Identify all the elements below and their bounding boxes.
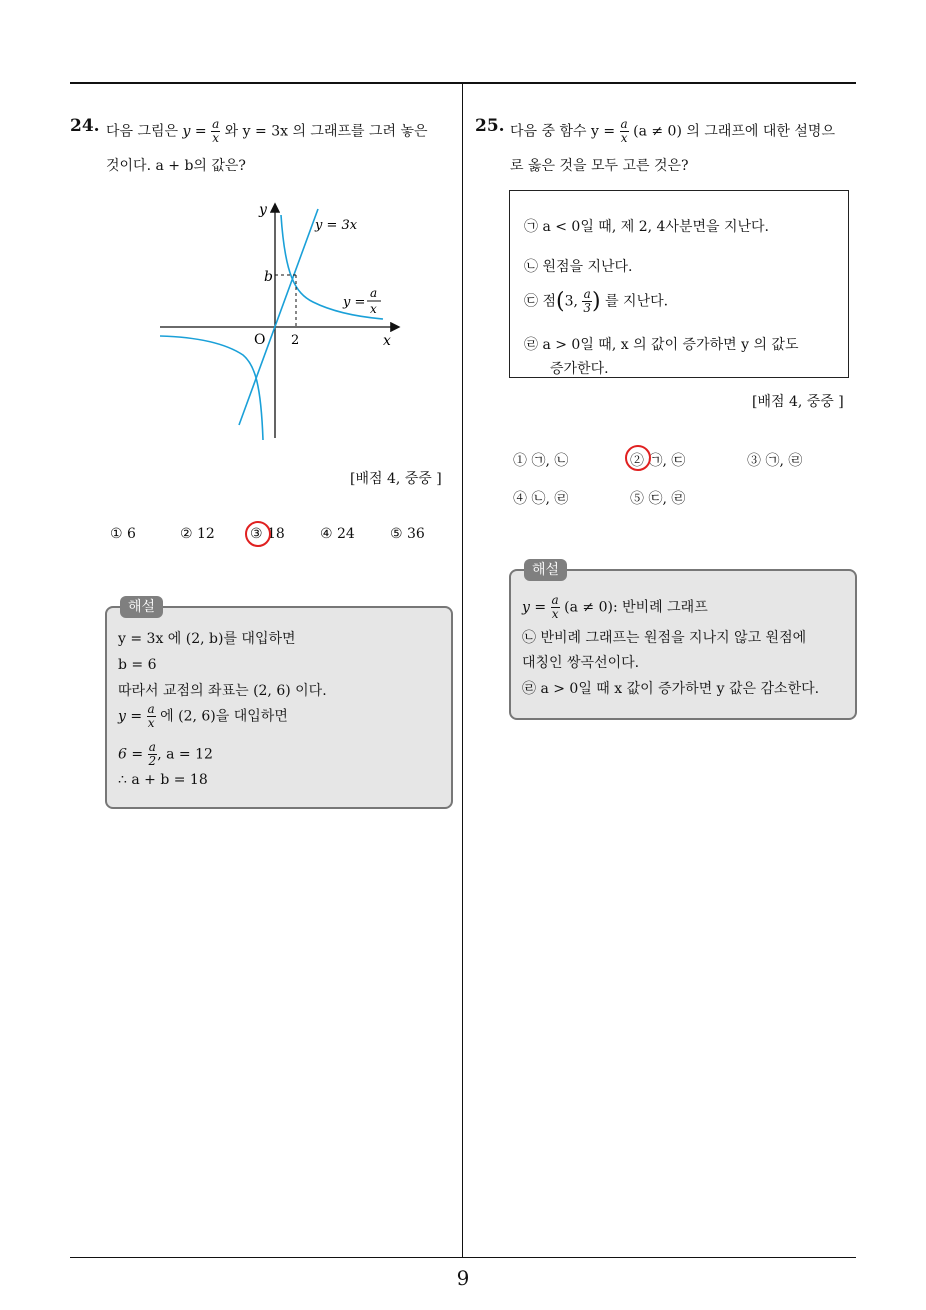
- solution-line-5: [118, 741, 213, 768]
- solution-line-1: [522, 594, 708, 621]
- choice-5[interactable]: ⑤ 36: [390, 526, 425, 542]
- fraction-denominator: x: [212, 131, 220, 145]
- condition-2: ㉡ 원점을 지난다.: [524, 259, 633, 275]
- fraction-numerator: a: [583, 287, 591, 301]
- fraction-numerator: a: [212, 117, 220, 131]
- fraction-denominator: x: [551, 607, 559, 621]
- column-divider: [462, 84, 463, 1258]
- question-text: 다음 그림은: [106, 123, 183, 140]
- fraction-denominator: 3: [583, 301, 592, 315]
- solution-line-4: ㉣ a > 0일 때 x 값이 증가하면 y 값은 감소한다.: [522, 681, 820, 697]
- line-label: y = 3x: [315, 218, 358, 233]
- right-paren-icon: ): [592, 289, 601, 314]
- solution-line-6: ∴ a + b = 18: [118, 772, 208, 788]
- condition-4-continued: 증가한다.: [550, 361, 609, 377]
- fraction-denominator: x: [620, 131, 628, 145]
- condition-3: [524, 288, 668, 315]
- score-info: [배점 4, 중중 ]: [752, 394, 844, 410]
- curve-label-lhs: y =: [343, 295, 366, 310]
- answer-mark-circle: [625, 445, 651, 471]
- choice-2[interactable]: ② 12: [180, 526, 215, 542]
- question-text-line2: 로 옳은 것을 모두 고른 것은?: [510, 158, 689, 174]
- bottom-rule: [70, 1257, 856, 1258]
- condition-text: 를 지난다.: [605, 293, 669, 310]
- math-text: y =: [522, 599, 551, 616]
- fraction: [147, 703, 156, 730]
- score-info: [배점 4, 중중 ]: [350, 471, 442, 487]
- question-text: (a ≠ 0) 의 그래프에 대한 설명으: [628, 123, 835, 140]
- solution-tag: 해설: [120, 596, 163, 618]
- solution-tag: 해설: [524, 559, 567, 581]
- choice-5[interactable]: ⑤ ㉢, ㉣: [630, 491, 686, 507]
- x-axis-label: x: [383, 333, 391, 349]
- condition-1: ㉠ a < 0일 때, 제 2, 4사분면을 지난다.: [524, 219, 769, 235]
- curve-label-denominator: x: [370, 302, 377, 316]
- choice-1[interactable]: ① 6: [110, 526, 136, 542]
- solution-line-2: ㉡ 반비례 그래프는 원점을 지나지 않고 원점에: [522, 630, 807, 646]
- solution-text: 에 (2, 6)을 대입하면: [160, 708, 288, 725]
- question-number: 24.: [70, 116, 100, 136]
- question-text-line1: [510, 118, 835, 145]
- tick-y-label: b: [264, 269, 273, 285]
- function-graph: [155, 195, 405, 445]
- condition-text: ㉢ 점: [524, 293, 556, 310]
- fraction-numerator: a: [620, 117, 628, 131]
- fraction: [582, 288, 592, 315]
- fraction: [148, 741, 158, 768]
- math-text: 6 =: [118, 746, 148, 763]
- fraction-denominator: 2: [148, 754, 157, 768]
- question-number: 25.: [475, 116, 505, 136]
- tick-x-label: 2: [291, 333, 300, 348]
- choice-3[interactable]: ③ 18: [250, 526, 285, 542]
- choice-2[interactable]: ② ㉠, ㉢: [630, 453, 686, 469]
- fraction: [620, 118, 629, 145]
- math-text: y =: [182, 123, 212, 140]
- fraction-denominator: x: [147, 716, 155, 730]
- choice-4[interactable]: ④ ㉡, ㉣: [513, 491, 569, 507]
- solution-line-4: [118, 703, 288, 730]
- hyperbola-branch-left: [160, 336, 263, 440]
- question-text: 와 y = 3x 의 그래프를 그려 놓은: [220, 123, 428, 140]
- question-text-line1: [106, 118, 428, 145]
- page-number: 9: [456, 1266, 470, 1290]
- point-coordinate: 3,: [564, 293, 578, 310]
- question-text-line2: 것이다. a + b의 값은?: [106, 158, 246, 174]
- answer-mark-circle: [245, 521, 271, 547]
- solution-text: (a ≠ 0): 반비례 그래프: [559, 599, 708, 616]
- curve-label-numerator: a: [370, 286, 378, 300]
- choice-3[interactable]: ③ ㉠, ㉣: [747, 453, 803, 469]
- top-rule: [70, 82, 856, 84]
- solution-text: , a = 12: [157, 746, 213, 763]
- question-text: 다음 중 함수 y =: [510, 123, 620, 140]
- fraction-numerator: a: [147, 702, 155, 716]
- solution-line-3: 따라서 교점의 좌표는 (2, 6) 이다.: [118, 683, 327, 699]
- choice-1[interactable]: ① ㉠, ㉡: [513, 453, 569, 469]
- left-paren-icon: (: [555, 289, 565, 314]
- origin-label: O: [254, 332, 266, 348]
- fraction-numerator: a: [551, 593, 559, 607]
- solution-line-2: b = 6: [118, 657, 157, 673]
- solution-line-3: 대칭인 쌍곡선이다.: [522, 655, 640, 671]
- math-text: y =: [118, 708, 147, 725]
- solution-line-1: y = 3x 에 (2, b)를 대입하면: [118, 631, 296, 647]
- fraction: [551, 594, 560, 621]
- fraction-numerator: a: [148, 740, 156, 754]
- line-y-3x: [239, 209, 318, 425]
- condition-4: ㉣ a > 0일 때, x 의 값이 증가하면 y 의 값도: [524, 337, 799, 353]
- fraction: [211, 118, 220, 145]
- y-axis-label: y: [259, 202, 267, 218]
- choice-4[interactable]: ④ 24: [320, 526, 355, 542]
